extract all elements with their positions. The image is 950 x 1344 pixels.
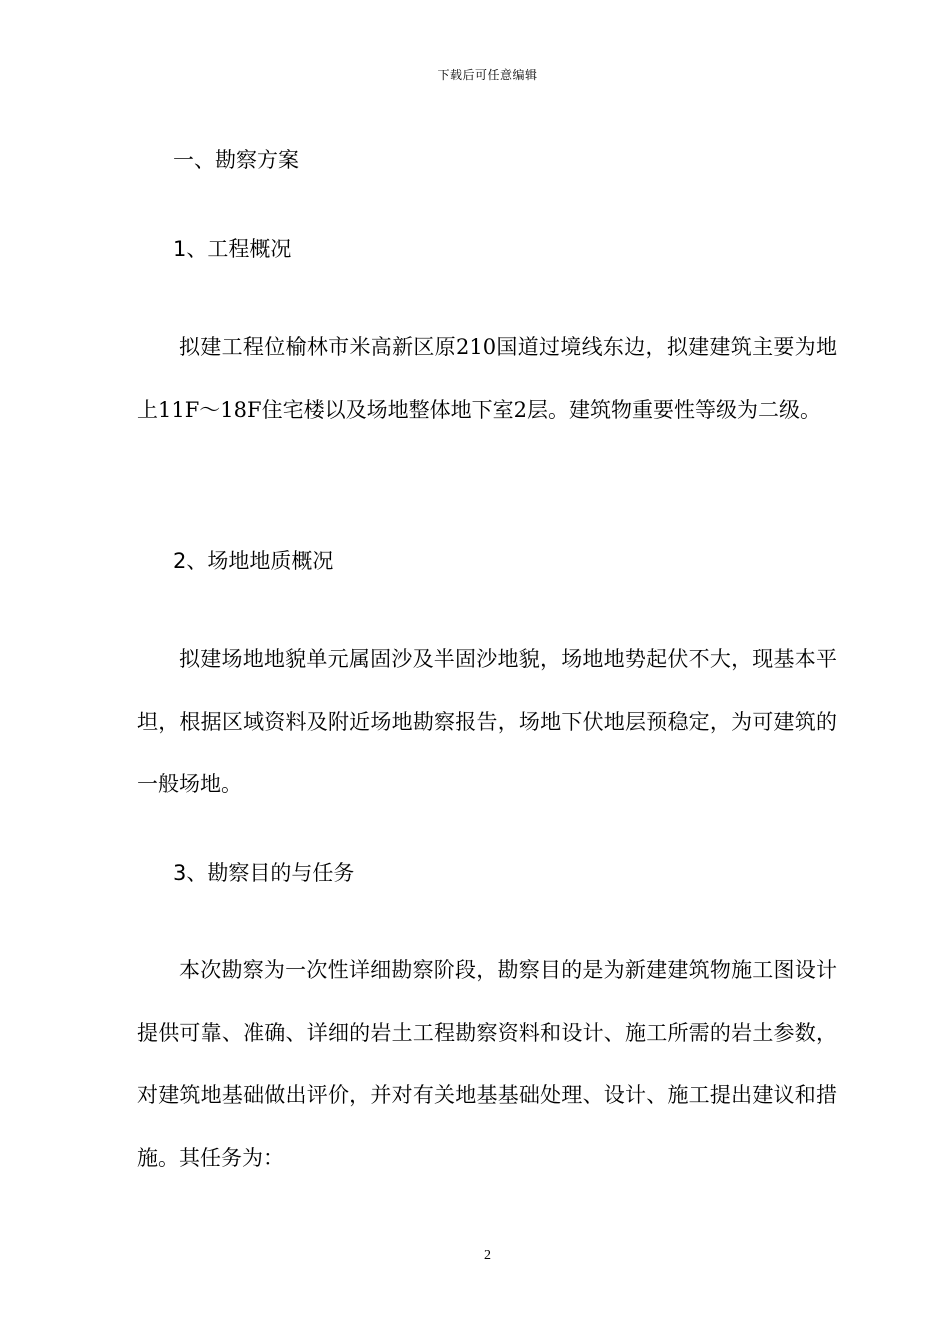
section-1-paragraph: 拟建工程位榆林市米高新区原210国道过境线东边，拟建建筑主要为地上11F～18F住宅楼以及场地整体地下室2层。建筑物重要性等级为二级。 (137, 335, 837, 422)
main-heading: 一、勘察方案 (173, 148, 299, 172)
section-2-heading: 2、场地地质概况 (173, 549, 334, 573)
section-1-heading: 1、工程概况 (173, 237, 292, 261)
page-number: 2 (484, 1248, 491, 1263)
section-3-paragraph: 本次勘察为一次性详细勘察阶段，勘察目的是为新建建筑物施工图设计提供可靠、准确、详细的岩土工程勘察资料和设计、施工所需的岩土参数，对建筑地基础做出评价，并对有关地基基础处理、设计、施工提出建议和措施。其任务为： (137, 958, 837, 1170)
page-header: 下载后可任意编辑 (437, 68, 538, 82)
section-3-heading: 3、勘察目的与任务 (173, 861, 355, 885)
section-2-paragraph: 拟建场地地貌单元属固沙及半固沙地貌，场地地势起伏不大，现基本平坦，根据区域资料及附近场地勘察报告，场地下伏地层预稳定，为可建筑的一般场地。 (137, 647, 837, 796)
